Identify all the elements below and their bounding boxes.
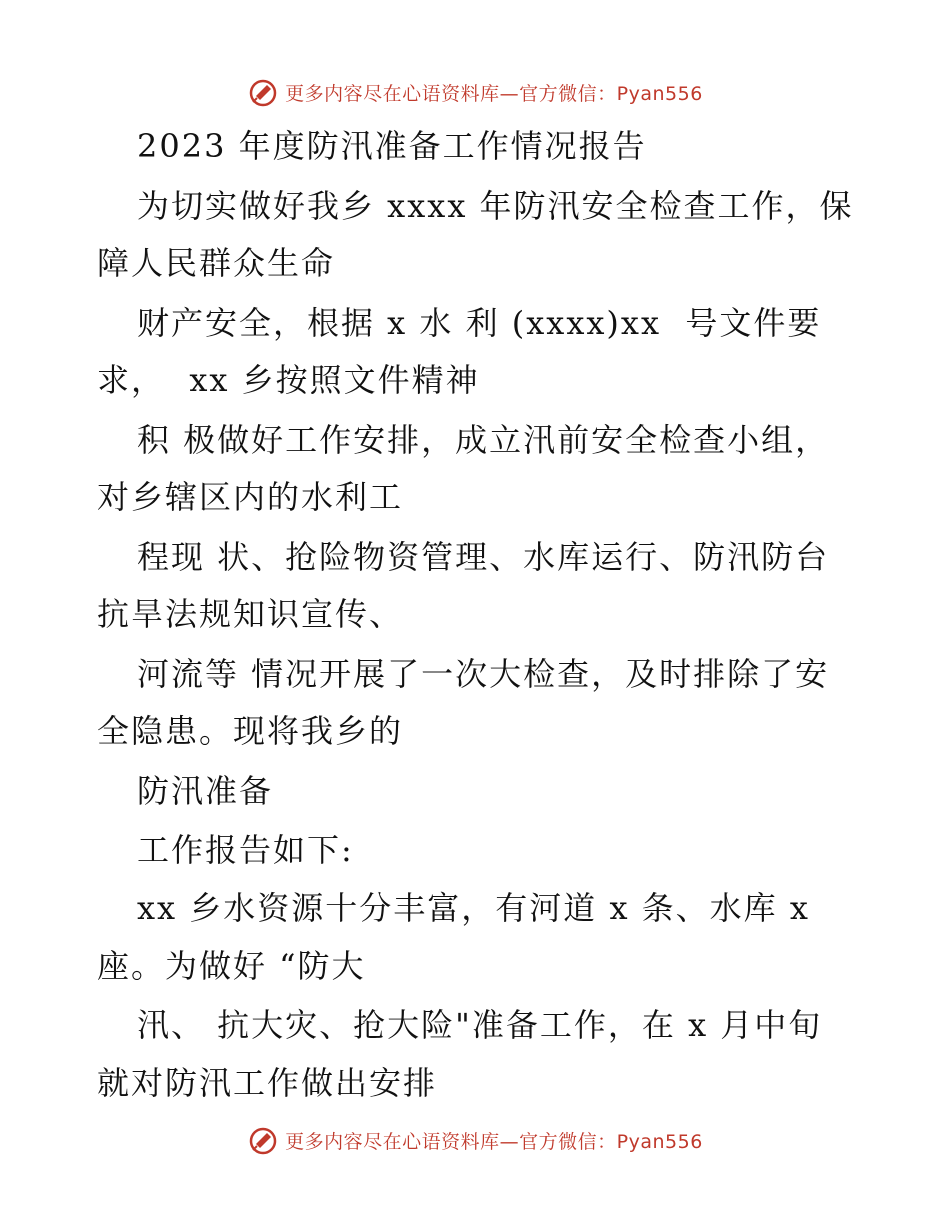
logo-icon [247, 76, 279, 108]
paragraph-line: 求， xx 乡按照文件精神 [97, 361, 480, 399]
paragraph-line: 就对防汛工作做出安排 [97, 1064, 438, 1102]
paragraph-line: 河流等 情况开展了一次大检查，及时排除了安 [137, 655, 830, 693]
footer-banner [0, 1120, 950, 1160]
paragraph-line: 对乡辖区内的水利工 [97, 478, 404, 516]
paragraph-line: 座。为做好 “防大 [97, 947, 366, 985]
paragraph-line: 工作报告如下: [137, 831, 354, 869]
banner-text: 更多内容尽在心语资料库—官方微信：Pyan556 [285, 1130, 703, 1153]
paragraph-line: 全隐患。现将我乡的 [97, 712, 404, 750]
paragraph-line: 为切实做好我乡 xxxx 年防汛安全检查工作，保 [137, 187, 854, 225]
paragraph-line: 积 极做好工作安排，成立汛前安全检查小组， [137, 421, 830, 459]
document-title: 2023 年度防汛准备工作情况报告 [137, 127, 647, 165]
banner-text: 更多内容尽在心语资料库—官方微信：Pyan556 [285, 82, 703, 105]
paragraph-line: 汛、 抗大灾、抢大险"准备工作，在 x 月中旬 [137, 1006, 823, 1044]
paragraph-line: 障人民群众生命 [97, 244, 336, 282]
paragraph-line: 财产安全，根据 x 水 利 (xxxx)xx 号文件要 [137, 304, 822, 342]
header-banner [0, 72, 950, 112]
logo-icon [247, 1124, 279, 1156]
paragraph-line: 抗旱法规知识宣传、 [97, 595, 404, 633]
paragraph-line: 程现 状、抢险物资管理、水库运行、防汛防台 [137, 538, 830, 576]
paragraph-line: xx 乡水资源十分丰富，有河道 x 条、水库 x [137, 889, 810, 927]
paragraph-line: 防汛准备 [137, 772, 274, 810]
